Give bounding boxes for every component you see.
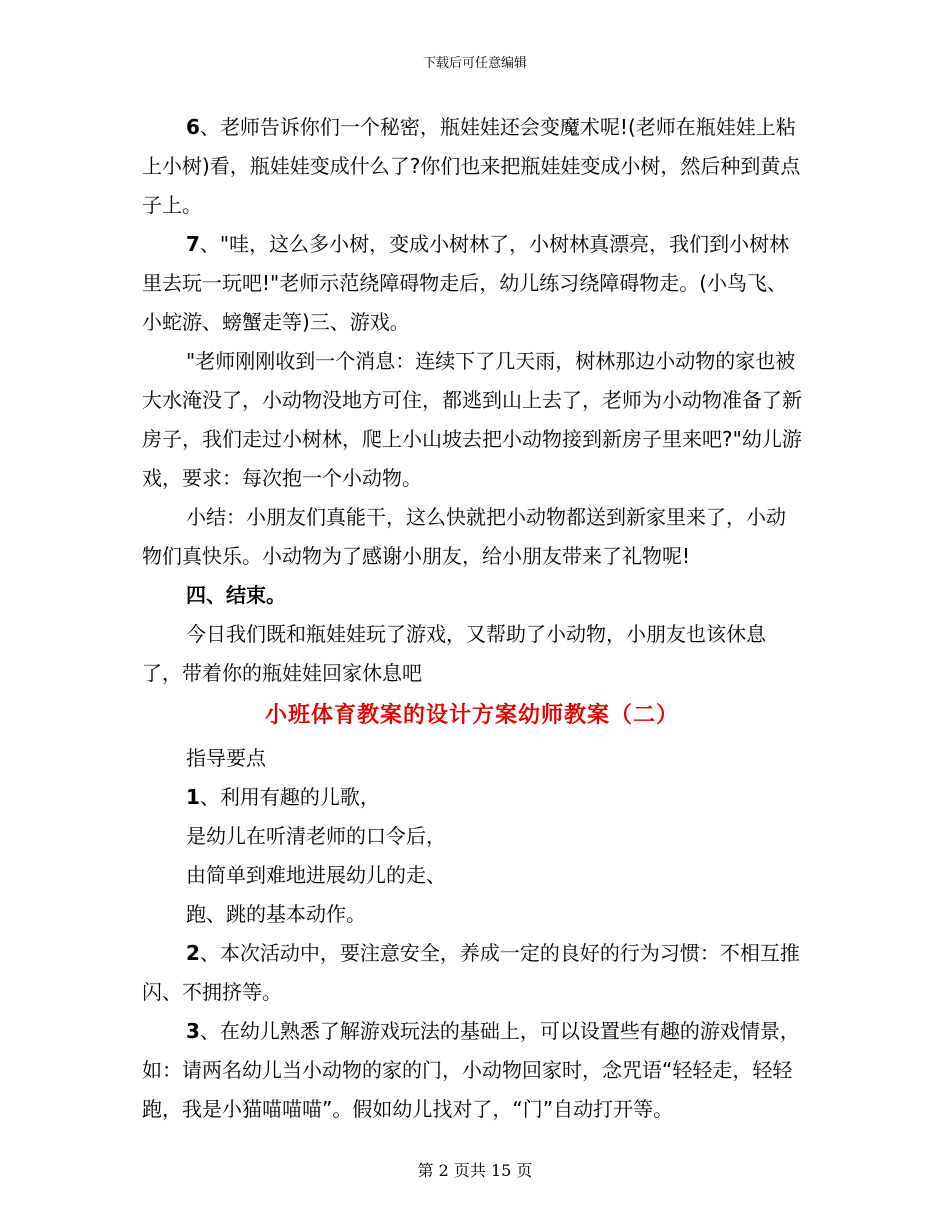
guide-item-3 [142,1012,802,1129]
item-text: 、本次活动中，要注意安全，养成一定的良好的行为习惯：不相互推闪、不拥挤等。 [142,941,800,1004]
paragraph-text: 、"哇，这么多小树，变成小树林了，小树林真漂亮，我们到小树林里去玩一玩吧!"老师示范绕障碍物走后，幼儿练习绕障碍物走。(小鸟飞、小蛇游、螃蟹走等)三、游戏。 [142,232,790,334]
paragraph-summary: 小结：小朋友们真能干，这么快就把小动物都送到新家里来了，小动物们真快乐。小动物为了感谢小朋友，给小朋友带来了礼物呢! [142,505,786,568]
guide-item-1-line-2: 是幼儿在听清老师的口令后， [186,824,446,848]
guide-item-1-line-3: 由简单到难地进展幼儿的走、 [186,863,446,887]
section-heading-end: 四、结束。 [186,583,286,607]
item-text: 、在幼儿熟悉了解游戏玩法的基础上，可以设置些有趣的游戏情景，如：请两名幼儿当小动物的家的门，小动物回家时，念咒语“轻轻走，轻轻跑，我是小猫喵喵喵”。假如幼儿找对了，“门”自动打开等。 [142,1019,800,1121]
item-number: 6 [186,115,200,139]
paragraph-7 [142,225,802,342]
guide-item-1-line-4: 跑、跳的基本动作。 [186,902,366,926]
page-footer: 第 2 页共 15 页 [417,1161,533,1180]
item-number: 7 [186,232,200,256]
page-header: 下载后可任意编辑 [422,56,527,71]
item-number: 3 [186,1019,200,1043]
guide-item-1-line-1 [142,778,802,817]
paragraph-6 [142,108,802,225]
paragraph-ending: 今日我们既和瓶娃娃玩了游戏，又帮助了小动物，小朋友也该休息了，带着你的瓶娃娃回家休息吧 [142,622,766,685]
item-number: 2 [186,941,200,965]
section-title: 小班体育教案的设计方案幼师教案（二） [264,703,679,728]
document-body [142,108,802,1129]
paragraph-news: "老师刚刚收到一个消息：连续下了几天雨，树林那边小动物的家也被大水淹没了，小动物没地方可住，都逃到山上去了，老师为小动物准备了新房子，我们走过小树林，爬上小山坡去把小动物接到新房子里来吧?"幼儿游戏，要求：每次抱一个小动物。 [142,349,802,490]
guide-item-2 [142,934,802,1012]
item-text: 、利用有趣的儿歌， [199,785,380,809]
guide-heading: 指导要点 [186,746,266,770]
item-number: 1 [186,785,200,809]
paragraph-text: 、老师告诉你们一个秘密，瓶娃娃还会变魔术呢!(老师在瓶娃娃上粘上小树)看，瓶娃娃变成什么了?你们也来把瓶娃娃变成小树，然后种到黄点子上。 [142,115,801,217]
